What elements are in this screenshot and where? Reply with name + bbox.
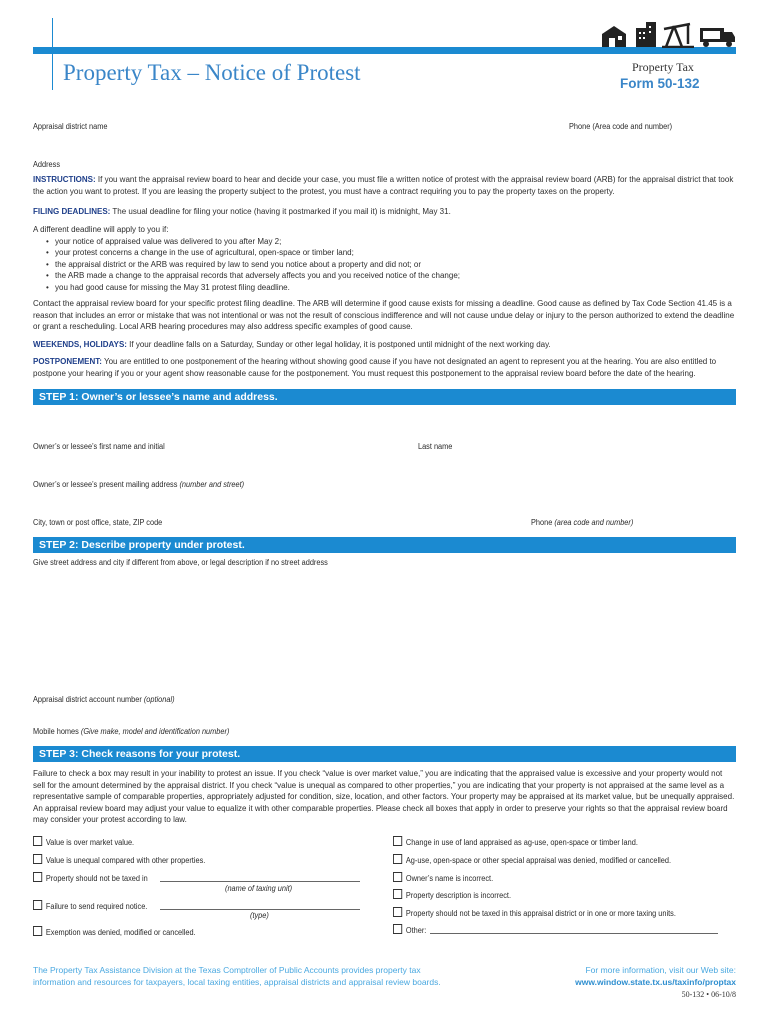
filing-deadlines-text: The usual deadline for filing your notice (having it postmarked if you mail it) is midnight, May 31. [110,207,451,216]
account-number-text: Appraisal district account number [33,695,144,704]
appraisal-district-label: Appraisal district name [33,122,108,131]
district-phone-field[interactable] [569,106,736,120]
truck-icon [700,28,735,47]
step3-intro: Failure to check a box may result in your inability to protest an issue. If you check “value is over market value,” you are indicating that the appraised value is excessive and your property would not sell for the amount determined by the appraisal district. If you check “value is unequal as compared to other properties,” you are indicating that your property is not appraised at the same level as a representative sample of comparable properties, appropriately adjusted for condition, size, location, and other factors. Your property may be appraised at its market value, but be unequally appraised. An appraisal review board may adjust your value to equalize it with other comparable properties. Please check all boxes that apply in order to preserve your rights so that the appraisal review board may consider your protest according to law. [33,769,735,824]
list-item: • you had good cause for missing the May 31 protest filing deadline. [55,282,736,294]
reason-owner-name[interactable] [393,872,493,884]
notice-type-hint-text: (type) [250,911,269,920]
owner-phone-hint: (area code and number) [554,518,634,527]
reason-label: Failure to send required notice. [45,902,148,911]
reason-property-description[interactable] [393,889,511,901]
instructions-paragraph [33,174,736,197]
reason-exemption-denied[interactable] [33,926,196,938]
district-phone-label: Phone (Area code and number) [569,122,673,131]
deadline-conditions [33,224,736,293]
checkbox[interactable] [33,926,42,936]
district-address-field[interactable] [33,140,736,158]
weekends-text: If your deadline falls on a Saturday, Sunday or other legal holiday, it is postponed until midnight of the next working day. [126,340,551,349]
account-number-label [33,694,175,705]
footer-web-link[interactable]: www.window.state.tx.us/taxinfo/proptax [575,977,736,987]
reason-label: Owner’s name is incorrect. [405,874,494,883]
property-description-area[interactable] [33,570,736,680]
owner-phone-text: Phone [531,518,555,527]
reason-notice-failure[interactable] [33,900,147,912]
oil-pump-icon [662,24,694,47]
city-state-zip-field[interactable] [33,494,523,514]
instructions-label: INSTRUCTIONS: [33,175,96,184]
checkbox[interactable] [393,836,402,846]
mobile-home-label [33,726,229,737]
property-address-label: Give street address and city if different from above, or legal description if no street address [33,558,328,567]
office-building-icon [636,22,656,47]
mobile-home-text: Mobile homes [33,727,81,736]
reason-other[interactable] [393,924,426,936]
list-item: • your protest concerns a change in the use of agricultural, open-space or timber land; [55,247,736,259]
reason-label: Property description is incorrect. [405,891,512,900]
header-icons [600,20,736,48]
district-address-label: Address [33,160,61,169]
weekends-label: WEEKENDS, HOLIDAYS: [33,340,127,349]
reason-not-taxed-in[interactable] [33,872,148,884]
footer-info [33,964,483,988]
checkbox[interactable] [393,889,402,899]
mailing-address-field[interactable] [33,456,736,476]
last-name-field[interactable] [418,418,736,438]
step3-header: STEP 3: Check reasons for your protest. [33,746,736,762]
reason-special-appraisal[interactable] [393,854,671,866]
account-number-hint: (optional) [143,695,175,704]
filing-deadlines-paragraph [33,206,736,218]
list-item: • the ARB made a change to the appraisal records that adversely affects you and you received notice of the change; [55,270,736,282]
notice-type-hint [250,910,269,921]
reason-label: Change in use of land appraised as ag-use, open-space or timber land. [405,838,638,847]
instructions-text: If you want the appraisal review board to hear and decide your case, you must file a written notice of protest with the appraisal review board (ARB) for the appraisal district that took the action you want to protest. If you are leasing the property subject to the protest, you must have a contract requiring you to pay the property taxes on the property. [33,175,734,196]
checkbox[interactable] [33,854,42,864]
house-icon [602,26,626,47]
other-reason-field[interactable] [430,933,718,934]
reason-land-use-change[interactable] [393,836,638,848]
different-deadline-intro: A different deadline will apply to you if: [33,225,169,234]
header-left-rule [52,18,53,90]
last-name-label: Last name [418,442,453,451]
reason-label: Value is unequal compared with other properties. [45,856,206,865]
form-code: 50-132 • 06-10/8 [681,990,736,999]
reason-label: Ag-use, open-space or other special appraisal was denied, modified or cancelled. [405,856,671,865]
owner-phone-field[interactable] [531,494,736,514]
city-state-zip-label: City, town or post office, state, ZIP code [33,518,163,527]
checkbox[interactable] [393,872,402,882]
step1-header: STEP 1: Owner’s or lessee’s name and address. [33,389,736,405]
footer-line: information and resources for taxpayers, local taxing entities, appraisal districts and appraisal review boards. [33,977,441,987]
reason-label: Property should not be taxed in [45,874,148,883]
postponement-text: You are entitled to one postponement of the hearing without showing good cause if you have not designated an agent to represent you at the hearing. You are also entitled to postpone your hearing if you or your agent show reasonable cause for the postponement. You must request this postponement to the appraisal review board before the date of the hearing. [33,357,717,378]
mailing-address-text: Owner’s or lessee’s present mailing address [33,480,180,489]
list-item: • your notice of appraised value was delivered to you after May 2; [55,236,736,248]
reason-label: Other: [405,926,427,935]
form-category: Property Tax [632,60,694,74]
postponement-paragraph [33,356,736,379]
step2-header: STEP 2: Describe property under protest. [33,537,736,553]
footer-line: The Property Tax Assistance Division at the Texas Comptroller of Public Accounts provides property tax [33,965,421,975]
footer-web-label: For more information, visit our Web site: [585,965,736,975]
form-title: Property Tax – Notice of Protest [63,60,361,85]
postponement-label: POSTPONEMENT: [33,357,102,366]
checkbox[interactable] [393,924,402,934]
appraisal-district-field[interactable] [33,106,533,120]
taxing-unit-hint [225,883,292,894]
mailing-address-label [33,479,244,490]
mobile-home-field[interactable] [33,710,736,724]
list-item: • the appraisal district or the ARB was required by law to send you notice about a property and did not; or [55,259,736,271]
reason-over-market[interactable] [33,836,134,848]
first-name-label: Owner’s or lessee’s first name and initial [33,442,165,451]
checkbox[interactable] [393,907,402,917]
owner-phone-label [531,517,633,528]
good-cause-paragraph: Contact the appraisal review board for your specific protest filing deadline. The ARB will determine if good cause exists for missing a deadline. Good cause as defined by Tax Code Section 41.45 is a reason that includes an error or mistake that was not intentional or was not the result of conscious indifference and will not cause undue delay or injury to the person authorized to extend the deadline or grant a rescheduling. Local ARB hearing procedures may also address specific examples of good cause. [33,299,735,331]
filing-deadlines-label: FILING DEADLINES: [33,207,111,216]
reason-unequal[interactable] [33,854,205,866]
checkbox[interactable] [33,900,42,910]
footer-web [520,964,736,988]
form-number: Form 50-132 [620,76,700,91]
header-accent-bar [33,47,736,54]
mailing-address-hint: (number and street) [179,480,245,489]
reason-label: Value is over market value. [45,838,135,847]
checkbox[interactable] [33,836,42,846]
mobile-home-hint: (Give make, model and identification number) [80,727,230,736]
checkbox[interactable] [33,872,42,882]
first-name-field[interactable] [33,418,413,438]
reason-label: Exemption was denied, modified or cancelled. [45,928,196,937]
checkbox[interactable] [393,854,402,864]
taxing-unit-field[interactable] [160,881,360,882]
reason-label: Property should not be taxed in this appraisal district or in one or more taxing units. [405,909,676,918]
reason-wrong-district[interactable] [393,907,676,919]
account-number-field[interactable] [33,680,736,694]
weekends-paragraph [33,339,736,351]
taxing-unit-hint-text: (name of taxing unit) [225,884,293,893]
